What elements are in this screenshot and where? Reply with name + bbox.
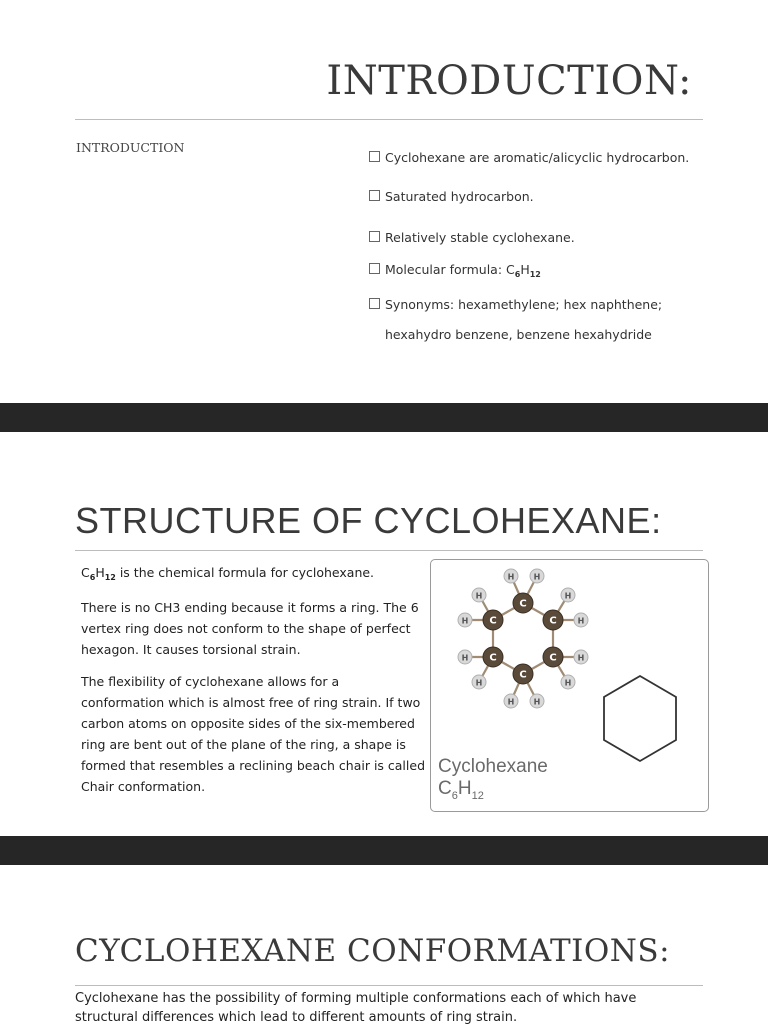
hydrogen-atom [504,569,518,583]
paragraph-formula: $C_6H_{12}$ is the chemical formula for cyclohexane. [81,565,375,582]
carbon-atom [513,664,533,684]
hydrogen-atom [472,588,486,602]
bullet-item: Synonyms: hexamethylene; hex naphthene; [369,297,662,312]
bullet-item: Molecular formula: $C_6H_{12}$ [369,262,541,279]
hydrogen-atom [458,650,472,664]
hydrogen-atom [530,569,544,583]
title-divider [75,985,703,986]
skeletal-hexagon-icon [604,676,676,761]
title-divider [75,119,703,120]
svg-text:H: H [461,616,469,626]
svg-text:C: C [549,652,557,664]
svg-text:C: C [519,598,527,610]
svg-text:H: H [461,653,469,663]
svg-text:H: H [533,572,541,582]
checkbox-bullet-icon [369,263,380,274]
hydrogen-atom [561,588,575,602]
figure-caption: Cyclohexane $C_6H_{12}$ [438,756,548,807]
slide-title: STRUCTURE OF CYCLOHEXANE: [75,500,662,541]
bullet-item: Cyclohexane are aromatic/alicyclic hydrocarbon. [369,150,689,165]
hydrogen-atom [530,694,544,708]
paragraph-chair: The flexibility of cyclohexane allows for a conformation which is almost free of ring strain. If two carbon atoms on opposite sides of the six-membered ring are bent out of the plane of the ring, a shape is formed that resembles a reclining beach chair is called Chair conformation. [81,674,426,794]
paragraph-ring: There is no CH3 ending because it forms a ring. The 6 vertex ring does not conform to the shape of perfect hexagon. It causes torsional strain. [81,600,419,657]
svg-text:H: H [507,697,515,707]
svg-text:C: C [519,669,527,681]
checkbox-bullet-icon [369,231,380,242]
carbon-atom [483,610,503,630]
carbon-atom [543,647,563,667]
svg-text:C: C [489,615,497,627]
cyclohexane-figure [430,559,709,812]
svg-text:C: C [549,615,557,627]
carbon-atom [483,647,503,667]
slide-title: INTRODUCTION: [326,58,692,104]
hydrogen-atom [472,675,486,689]
svg-text:H: H [577,653,585,663]
carbon-atom [543,610,563,630]
bullet-item: Saturated hydrocarbon. [369,189,534,204]
carbon-atom [513,593,533,613]
hydrogen-atom [561,675,575,689]
slide-conformations [0,865,768,1024]
checkbox-bullet-icon [369,190,380,201]
atoms [458,569,588,708]
paragraph-conformations: Cyclohexane has the possibility of forming multiple conformations each of which have structural differences which lead to different amounts of ring strain. [75,991,637,1025]
svg-text:C: C [489,652,497,664]
slide-separator [0,836,768,865]
figure-formula: $C_6H_{12}$ [438,778,484,802]
hydrogen-atom [504,694,518,708]
checkbox-bullet-icon [369,298,380,309]
svg-text:H: H [533,697,541,707]
bullet-continuation: hexahydro benzene, benzene hexahydride [385,327,652,342]
slide-structure [0,432,768,836]
checkbox-bullet-icon [369,151,380,162]
svg-text:H: H [475,678,483,688]
svg-text:H: H [564,591,572,601]
hydrogen-atom [574,650,588,664]
svg-text:H: H [564,678,572,688]
svg-text:H: H [475,591,483,601]
hydrogen-atom [458,613,472,627]
svg-text:H: H [577,616,585,626]
bullet-item: Relatively stable cyclohexane. [369,230,575,245]
content-placeholder-label: INTRODUCTION [76,140,185,155]
slide-separator [0,403,768,432]
hydrogen-atom [574,613,588,627]
slide-title: CYCLOHEXANE CONFORMATIONS: [75,933,671,969]
title-divider [75,550,703,551]
slide-introduction [0,0,768,403]
svg-text:H: H [507,572,515,582]
